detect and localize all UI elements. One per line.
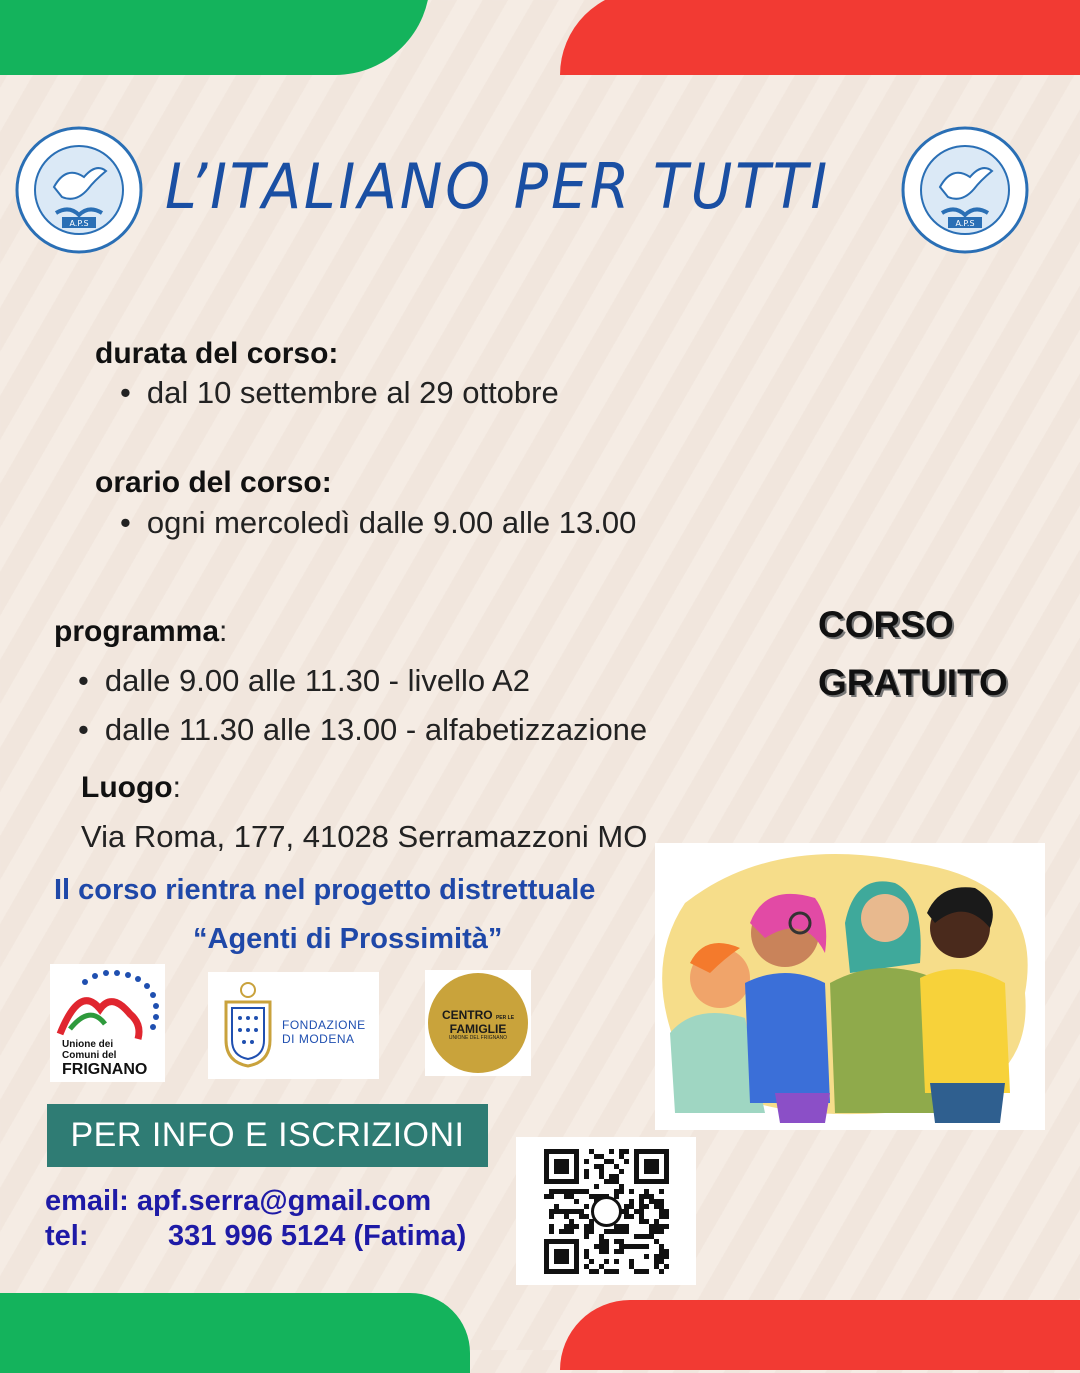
qr-module bbox=[649, 1224, 654, 1229]
qr-module bbox=[609, 1174, 614, 1179]
qr-module bbox=[589, 1219, 594, 1224]
qr-module bbox=[604, 1179, 609, 1184]
qr-module bbox=[549, 1209, 554, 1214]
qr-module bbox=[594, 1194, 599, 1199]
qr-module bbox=[624, 1204, 629, 1209]
qr-module bbox=[604, 1244, 609, 1249]
qr-module bbox=[619, 1154, 624, 1159]
qr-module bbox=[584, 1229, 589, 1234]
qr-module bbox=[654, 1264, 659, 1269]
durata-heading: durata del corso: bbox=[95, 337, 339, 370]
qr-module bbox=[554, 1249, 569, 1264]
qr-module bbox=[619, 1229, 624, 1234]
qr-module bbox=[639, 1204, 644, 1209]
qr-module bbox=[564, 1194, 569, 1199]
qr-module bbox=[614, 1189, 619, 1194]
unione-line-3: FRIGNANO bbox=[62, 1061, 148, 1078]
unione-frignano-logo bbox=[50, 964, 165, 1082]
luogo-heading bbox=[81, 771, 181, 805]
qr-module bbox=[584, 1234, 589, 1239]
centro-famiglie-logo bbox=[425, 970, 531, 1076]
qr-module bbox=[559, 1209, 564, 1214]
qr-module bbox=[629, 1189, 634, 1194]
centro-word: CENTRO bbox=[441, 1008, 493, 1022]
qr-module bbox=[644, 1234, 649, 1239]
programma-colon: : bbox=[219, 615, 228, 648]
orario-heading: orario del corso: bbox=[95, 466, 332, 499]
qr-module bbox=[599, 1164, 604, 1169]
qr-module bbox=[549, 1214, 554, 1219]
qr-module bbox=[599, 1169, 604, 1174]
whatsapp-icon bbox=[593, 1198, 621, 1226]
programma-item-1: • dalle 9.00 alle 11.30 - livello A2 bbox=[78, 663, 530, 699]
qr-module bbox=[619, 1184, 624, 1189]
qr-module bbox=[659, 1244, 664, 1249]
qr-module bbox=[549, 1229, 554, 1234]
qr-module bbox=[589, 1259, 594, 1264]
qr-module bbox=[584, 1264, 589, 1269]
fondazione-text bbox=[282, 1018, 366, 1046]
luogo-colon: : bbox=[172, 771, 181, 804]
centro-small: PER LE bbox=[495, 1015, 515, 1021]
qr-module bbox=[664, 1264, 669, 1269]
qr-module bbox=[579, 1209, 584, 1214]
qr-module bbox=[559, 1189, 564, 1194]
qr-module bbox=[544, 1194, 549, 1199]
qr-module bbox=[659, 1254, 664, 1259]
qr-module bbox=[584, 1224, 589, 1229]
qr-module bbox=[654, 1199, 659, 1204]
qr-module bbox=[649, 1234, 654, 1239]
qr-module bbox=[569, 1189, 574, 1194]
corso-label: CORSO bbox=[818, 604, 954, 645]
qr-module bbox=[554, 1209, 559, 1214]
qr-module bbox=[659, 1269, 664, 1274]
qr-module bbox=[659, 1189, 664, 1194]
qr-module bbox=[604, 1249, 609, 1254]
qr-module bbox=[584, 1249, 589, 1254]
qr-module bbox=[594, 1184, 599, 1189]
qr-module bbox=[599, 1239, 604, 1244]
qr-module bbox=[609, 1179, 614, 1184]
qr-module bbox=[614, 1224, 619, 1229]
qr-module bbox=[624, 1214, 629, 1219]
qr-module bbox=[619, 1249, 624, 1254]
qr-module bbox=[584, 1174, 589, 1179]
qr-module bbox=[584, 1159, 589, 1164]
green-corner-top bbox=[0, 0, 430, 75]
qr-module bbox=[644, 1189, 649, 1194]
qr-module bbox=[614, 1194, 619, 1199]
gratuito-label: GRATUITO bbox=[818, 662, 1008, 703]
qr-module bbox=[644, 1244, 649, 1249]
unione-line-1: Unione dei bbox=[62, 1039, 114, 1050]
qr-module bbox=[629, 1204, 634, 1209]
qr-module bbox=[589, 1149, 594, 1154]
qr-module bbox=[639, 1209, 644, 1214]
qr-module bbox=[644, 1194, 649, 1199]
qr-module bbox=[604, 1239, 609, 1244]
qr-module bbox=[629, 1244, 634, 1249]
qr-module bbox=[614, 1269, 619, 1274]
qr-module bbox=[569, 1209, 574, 1214]
qr-module bbox=[599, 1244, 604, 1249]
qr-module bbox=[654, 1229, 659, 1234]
qr-module bbox=[659, 1224, 664, 1229]
qr-module bbox=[609, 1149, 614, 1154]
qr-module bbox=[569, 1194, 574, 1199]
qr-module bbox=[579, 1189, 584, 1194]
qr-module bbox=[629, 1259, 634, 1264]
qr-module bbox=[609, 1159, 614, 1164]
qr-module bbox=[604, 1259, 609, 1264]
qr-module bbox=[654, 1219, 659, 1224]
qr-module bbox=[559, 1229, 564, 1234]
qr-module bbox=[564, 1209, 569, 1214]
qr-module bbox=[624, 1209, 629, 1214]
qr-module bbox=[564, 1229, 569, 1234]
qr-module bbox=[564, 1224, 569, 1229]
qr-module bbox=[619, 1239, 624, 1244]
qr-module bbox=[639, 1244, 644, 1249]
qr-module bbox=[604, 1269, 609, 1274]
qr-module bbox=[624, 1149, 629, 1154]
qr-module bbox=[614, 1164, 619, 1169]
logo-badge-text: A.P.S bbox=[955, 219, 975, 228]
qr-module bbox=[639, 1234, 644, 1239]
qr-module bbox=[654, 1254, 659, 1259]
qr-module bbox=[609, 1229, 614, 1234]
qr-module bbox=[644, 1159, 659, 1174]
qr-module bbox=[659, 1214, 664, 1219]
qr-module bbox=[599, 1234, 604, 1239]
page-title: L’ITALIANO PER TUTTI bbox=[165, 150, 830, 223]
red-corner-bottom bbox=[560, 1300, 1080, 1370]
qr-module bbox=[614, 1229, 619, 1234]
qr-module bbox=[584, 1214, 589, 1219]
luogo-address: Via Roma, 177, 41028 Serramazzoni MO bbox=[81, 819, 648, 854]
qr-module bbox=[634, 1269, 639, 1274]
qr-module bbox=[554, 1159, 569, 1174]
qr-module bbox=[574, 1199, 579, 1204]
qr-module bbox=[664, 1224, 669, 1229]
qr-module bbox=[614, 1259, 619, 1264]
qr-module bbox=[549, 1189, 554, 1194]
durata-item: • dal 10 settembre al 29 ottobre bbox=[120, 375, 559, 411]
qr-module bbox=[624, 1229, 629, 1234]
tel-label: tel: bbox=[45, 1220, 89, 1252]
qr-module bbox=[589, 1194, 594, 1199]
qr-module bbox=[639, 1269, 644, 1274]
qr-module bbox=[664, 1209, 669, 1214]
qr-module bbox=[654, 1224, 659, 1229]
qr-module bbox=[639, 1214, 644, 1219]
qr-module bbox=[594, 1269, 599, 1274]
unione-text bbox=[62, 1039, 147, 1079]
email-line bbox=[45, 1185, 431, 1218]
qr-module bbox=[584, 1204, 589, 1209]
qr-module bbox=[659, 1229, 664, 1234]
qr-module bbox=[644, 1254, 649, 1259]
qr-module bbox=[619, 1244, 624, 1249]
qr-module bbox=[614, 1239, 619, 1244]
qr-module bbox=[604, 1229, 609, 1234]
qr-module bbox=[639, 1199, 644, 1204]
qr-module bbox=[619, 1169, 624, 1174]
tel-number[interactable]: 331 996 5124 (Fatima) bbox=[168, 1220, 467, 1252]
qr-module bbox=[569, 1219, 574, 1224]
qr-module bbox=[624, 1224, 629, 1229]
fondazione-line-1: FONDAZIONE bbox=[282, 1018, 366, 1032]
email-label: email: bbox=[45, 1185, 129, 1217]
qr-code[interactable] bbox=[516, 1137, 696, 1285]
qr-module bbox=[644, 1204, 649, 1209]
qr-module bbox=[584, 1189, 589, 1194]
qr-module bbox=[564, 1189, 569, 1194]
qr-module bbox=[619, 1149, 624, 1154]
qr-module bbox=[654, 1259, 659, 1264]
programma-label: programma bbox=[54, 615, 220, 648]
qr-module bbox=[634, 1244, 639, 1249]
qr-module bbox=[599, 1264, 604, 1269]
qr-module bbox=[659, 1249, 664, 1254]
qr-module bbox=[614, 1174, 619, 1179]
qr-module bbox=[554, 1189, 559, 1194]
qr-module bbox=[569, 1229, 574, 1234]
orario-item: • ogni mercoledì dalle 9.00 alle 13.00 bbox=[120, 505, 636, 541]
qr-module bbox=[659, 1204, 664, 1209]
email-address[interactable]: apf.serra@gmail.com bbox=[136, 1185, 432, 1217]
qr-module bbox=[614, 1249, 619, 1254]
qr-module bbox=[644, 1219, 649, 1224]
logo-badge-text: A.P.S bbox=[69, 219, 89, 228]
association-logo-right bbox=[900, 125, 1030, 255]
qr-module bbox=[599, 1249, 604, 1254]
qr-module bbox=[659, 1199, 664, 1204]
qr-module bbox=[639, 1194, 644, 1199]
qr-module bbox=[594, 1244, 599, 1249]
info-iscrizioni-banner: PER INFO E ISCRIZIONI bbox=[47, 1104, 488, 1167]
fondazione-line-2: DI MODENA bbox=[282, 1032, 355, 1046]
qr-module bbox=[659, 1259, 664, 1264]
centro-line-2: FAMIGLIE bbox=[449, 1022, 507, 1036]
green-corner-bottom bbox=[0, 1293, 470, 1373]
qr-module bbox=[619, 1224, 624, 1229]
people-illustration bbox=[655, 843, 1045, 1130]
association-logo-left bbox=[14, 125, 144, 255]
qr-module bbox=[594, 1154, 599, 1159]
qr-module bbox=[564, 1214, 569, 1219]
qr-module bbox=[639, 1219, 644, 1224]
qr-module bbox=[659, 1209, 664, 1214]
qr-module bbox=[589, 1224, 594, 1229]
qr-module bbox=[634, 1234, 639, 1239]
qr-module bbox=[654, 1204, 659, 1209]
qr-module bbox=[594, 1164, 599, 1169]
qr-module bbox=[629, 1214, 634, 1219]
qr-module bbox=[649, 1199, 654, 1204]
qr-module bbox=[664, 1254, 669, 1259]
qr-module bbox=[634, 1209, 639, 1214]
qr-module bbox=[599, 1154, 604, 1159]
qr-module bbox=[649, 1194, 654, 1199]
qr-module bbox=[569, 1224, 574, 1229]
qr-module bbox=[579, 1214, 584, 1219]
qr-module bbox=[549, 1224, 554, 1229]
unione-line-2: Comuni del bbox=[62, 1050, 117, 1061]
centro-text bbox=[431, 1010, 525, 1042]
fondazione-modena-logo bbox=[208, 972, 379, 1079]
centro-line-3: UNIONE DEL FRIGNANO bbox=[448, 1035, 508, 1041]
qr-module bbox=[599, 1174, 604, 1179]
qr-module bbox=[664, 1214, 669, 1219]
project-line-1: Il corso rientra nel progetto distrettuale bbox=[54, 874, 596, 906]
qr-module bbox=[574, 1189, 579, 1194]
qr-module bbox=[629, 1199, 634, 1204]
qr-module bbox=[624, 1159, 629, 1164]
qr-module bbox=[589, 1269, 594, 1274]
qr-module bbox=[549, 1194, 554, 1199]
project-line-2: “Agenti di Prossimità” bbox=[193, 923, 503, 955]
qr-module bbox=[649, 1229, 654, 1234]
qr-module bbox=[609, 1269, 614, 1274]
qr-module bbox=[614, 1179, 619, 1184]
red-corner-top bbox=[560, 0, 1080, 75]
qr-module bbox=[664, 1249, 669, 1254]
qr-module bbox=[584, 1254, 589, 1259]
programma-heading bbox=[54, 615, 227, 649]
programma-item-2: • dalle 11.30 alle 13.00 - alfabetizzazione bbox=[78, 712, 647, 748]
qr-module bbox=[554, 1204, 559, 1209]
qr-module bbox=[589, 1229, 594, 1234]
qr-module bbox=[654, 1239, 659, 1244]
qr-module bbox=[619, 1189, 624, 1194]
qr-module bbox=[644, 1269, 649, 1274]
qr-module bbox=[574, 1224, 579, 1229]
qr-module bbox=[629, 1264, 634, 1269]
qr-module bbox=[574, 1209, 579, 1214]
luogo-label: Luogo bbox=[81, 771, 173, 804]
qr-module bbox=[604, 1159, 609, 1164]
qr-module bbox=[624, 1244, 629, 1249]
qr-module bbox=[584, 1169, 589, 1174]
